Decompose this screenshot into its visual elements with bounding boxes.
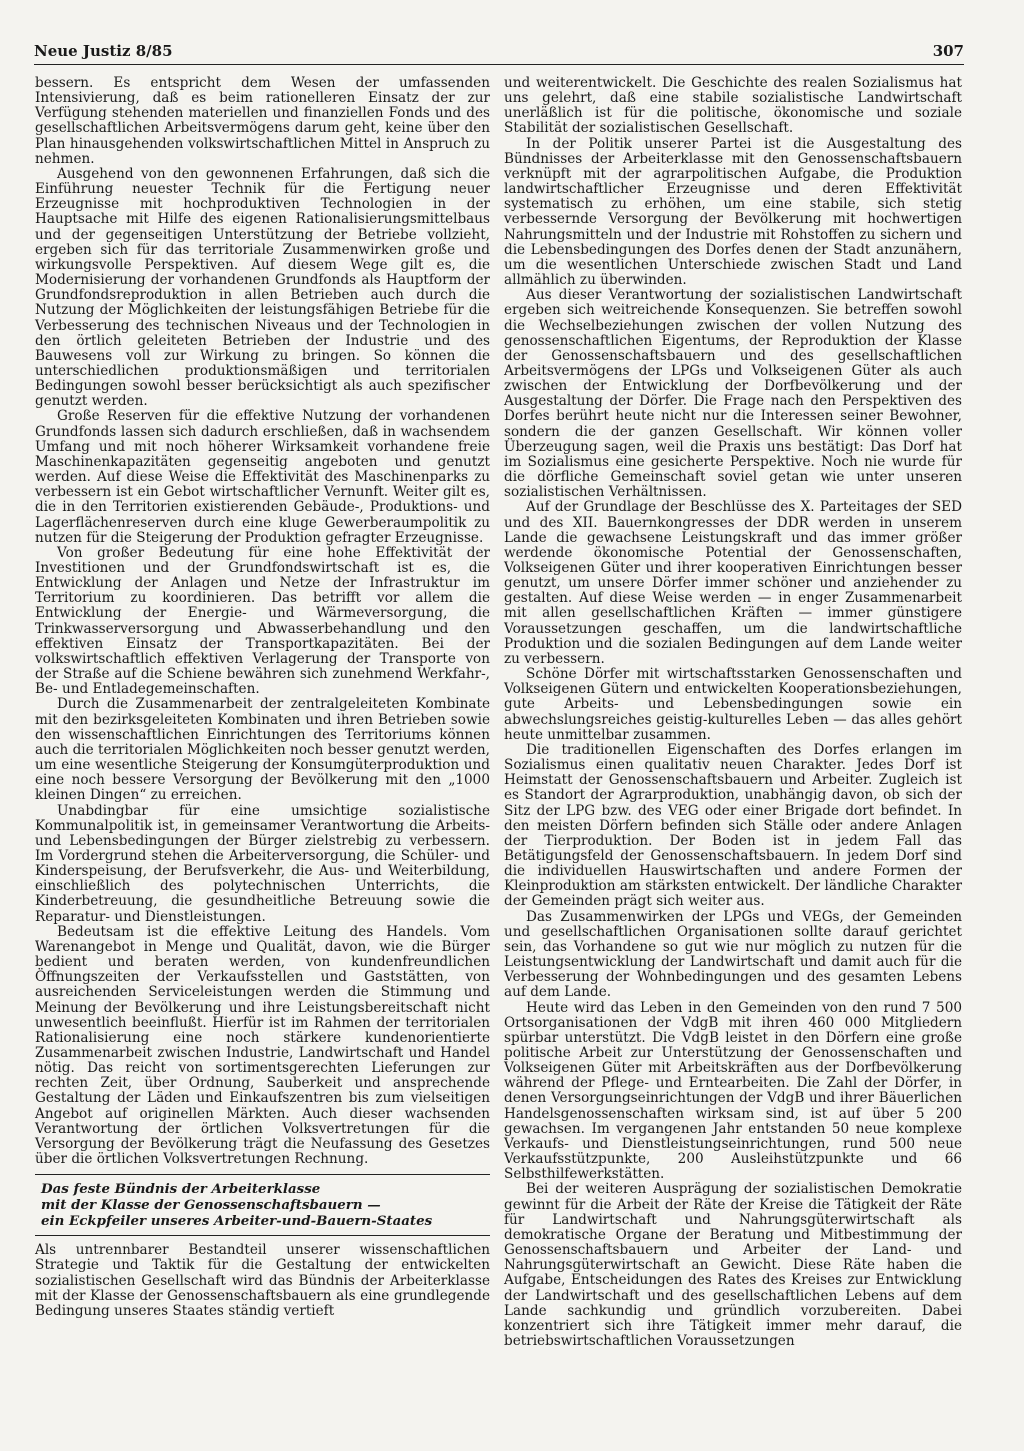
- right-column: [504, 76, 962, 1349]
- paragraph: Von großer Bedeutung für eine hohe Effektivität der Investitionen und der Grundfondswirtschaft ist es, die Entwicklung der Anlagen und Netze der Infrastruktur im Territorium zu koordinieren. Das betrifft vor allem die Entwicklung der Energie- und Wärmeversorgung, die Trinkwasserversorgung und Abwasserbehandlung und den effektiven Einsatz der Transportkapazitäten. Bei der volkswirtschaftlich effektiven Verlagerung der Transporte von der Straße auf die Schiene bewähren sich zunehmend Werkfahr-, Be- und Entladegemeinschaften.: [35, 544, 490, 698]
- left-column: [35, 76, 490, 1319]
- journal-issue: Neue Justiz 8/85: [34, 42, 173, 60]
- paragraph: bessern. Es entspricht dem Wesen der umfassenden Intensivierung, daß es beim rationelleren Einsatz der zur Verfügung stehenden materiellen und finanziellen Fonds und des gesellschaftlichen Arbeitsvermögens darum geht, keine über den Plan hinausgehenden volkswirtschaftlichen Mittel in Anspruch zu nehmen.: [35, 75, 490, 167]
- paragraph: Die traditionellen Eigenschaften des Dorfes erlangen im Sozialismus einen qualitativ neuen Charakter. Jedes Dorf ist Heimstatt der Genossenschaftsbauern und Arbeiter. Zugleich ist es Standort der Agrarproduktion, unabhängig davon, ob sich der Sitz der LPG bzw. des VEG oder einer Brigade dort befindet. In den meisten Dörfern befinden sich Ställe oder andere Anlagen der Tierproduktion. Der Boden ist in jedem Fall das Betätigungsfeld der Genossenschaftsbauern. In jedem Dorf sind die individuellen Hauswirtschaften und andere Formen der Kleinproduktion am stärksten entwickelt. Der ländliche Charakter der Gemeinden prägt sich weiter aus.: [504, 741, 962, 910]
- paragraph: Aus dieser Verantwortung der sozialistischen Landwirtschaft ergeben sich weitreichende Konsequenzen. Sie betreffen sowohl die Wechselbeziehungen zwischen der vollen Nutzung des genossenschaftlichen Eigentums, der Reproduktion der Klasse der Genossenschaftsbauern und des gesellschaftlichen Arbeitsvermögens der LPGs und Volkseigenen Güter als auch zwischen der Entwicklung der Dorfbevölkerung und der Ausgestaltung der Dörfer. Die Frage nach den Perspektiven des Dorfes berührt heute nicht nur die Interessen seiner Bewohner, sondern die der ganzen Gesellschaft. Wir können voller Überzeugung sagen, weil die Praxis uns bestätigt: Das Dorf hat im Sozialismus eine gesicherte Perspektive. Noch nie wurde für die dörfliche Gemeinschaft soviel getan wie unter unseren sozialistischen Verhältnissen.: [504, 287, 962, 501]
- paragraph: Bedeutsam ist die effektive Leitung des Handels. Vom Warenangebot in Menge und Qualität, davon, wie die Bürger bedient und beraten werden, von kundenfreundlichen Öffnungszeiten der Verkaufsstellen und Gaststätten, von ausreichenden Serviceleistungen werden die Stimmung und Meinung der Bevölkerung und ihre Leistungsbereitschaft nicht unwesentlich beeinflußt. Hierfür ist im Rahmen der territorialen Rationalisierung eine noch stärkere kundenorientierte Zusammenarbeit zwischen Industrie, Landwirtschaft und Handel nötig. Das reicht von sortimentsgerechten Lieferungen zur rechten Zeit, über Ordnung, Sauberkeit und ansprechende Gestaltung der Läden und Einkaufszentren bis zum vielseitigen Angebot auf originellen Märkten. Auch dieser wachsenden Verantwortung der örtlichen Volksvertretungen für die Versorgung der Bevölkerung trägt die Neufassung des Gesetzes über die örtlichen Volksvertretungen Rechnung.: [35, 923, 490, 1168]
- paragraph: Unabdingbar für eine umsichtige sozialistische Kommunalpolitik ist, in gemeinsamer Verantwortung die Arbeits- und Lebensbedingungen der Bürger zielstrebig zu verbessern. Im Vordergrund stehen die Arbeiterversorgung, die Schüler- und Kinderspeisung, der Berufsverkehr, die Aus- und Weiterbildung, einschließlich des polytechnischen Unterrichts, die Kinderbetreuung, die gesundheitliche Betreuung sowie die Reparatur- und Dienstleistungen.: [35, 802, 490, 925]
- paragraph: Auf der Grundlage der Beschlüsse des X. Parteitages der SED und des XII. Bauernkongresses der DDR werden in unserem Lande die gewachsene Leistungskraft und das immer größer werdende ökonomische Potential der Genossenschaften, Volkseigenen Güter und ihrer kooperativen Einrichtungen besser genutzt, um unsere Dörfer immer schöner und anziehender zu gestalten. Auf diese Weise werden — in enger Zusammenarbeit mit allen gesellschaftlichen Kräften — immer günstigere Voraussetzungen geschaffen, um die landwirtschaftliche Produktion und die sozialen Bedingungen auf dem Lande weiter zu verbessern.: [504, 499, 962, 667]
- paragraph: Schöne Dörfer mit wirtschaftsstarken Genossenschaften und Volkseigenen Gütern und entwickelten Kooperationsbeziehungen, gute Arbeits- und Lebensbedingungen sowie ein abwechslungsreiches geistig-kulturelles Leben — das alles gehört heute unmittelbar zusammen.: [504, 666, 962, 743]
- paragraph: Das Zusammenwirken der LPGs und VEGs, der Gemeinden und gesellschaftlichen Organisationen sollte darauf gerichtet sein, das Vorhandene so gut wie nur möglich zu nutzen für die Leistungsentwicklung der Landwirtschaft und damit auch für die Verbesserung der Wohnbedingungen und des gesamten Lebens auf dem Lande.: [504, 908, 962, 1001]
- running-header: [34, 38, 964, 65]
- paragraph: Große Reserven für die effektive Nutzung der vorhandenen Grundfonds lassen sich dadurch erschließen, daß in wachsendem Umfang und mit noch höherer Wirksamkeit vorhandene freie Maschinenkapazitäten gegenseitig angeboten und genutzt werden. Auf diese Weise die Effektivität des Maschinenparks zu verbessern ist ein Gebot wirtschaftlicher Vernunft. Weiter gilt es, die in den Territorien existierenden Gebäude-, Produktions- und Lagerflächenreserven durch eine kluge Gewerberaumpolitik zu nutzen für die Steigerung der Produktion gefragter Erzeugnisse.: [35, 408, 490, 546]
- paragraph: Als untrennbarer Bestandteil unserer wissenschaftlichen Strategie und Taktik für die Gestaltung der entwickelten sozialistischen Gesellschaft wird das Bündnis der Arbeiterklasse mit der Klasse der Genossenschaftsbauern als eine grundlegende Bedingung unseres Staates ständig vertieft: [35, 1242, 490, 1319]
- paragraph: Bei der weiteren Ausprägung der sozialistischen Demokratie gewinnt für die Arbeit der Räte der Kreise die Tätigkeit der Räte für Landwirtschaft und Nahrungsgüterwirtschaft als demokratische Organe der Beratung und Mitbestimmung der Genossenschaftsbauern und Arbeiter der Land- und Nahrungsgüterwirtschaft an Gewicht. Diese Räte haben die Aufgabe, Entscheidungen des Rates des Kreises zur Entwicklung der Landwirtschaft und des gesellschaftlichen Lebens auf dem Lande sachkundig und gründlich vorzubereiten. Dabei konzentriert sich ihre Tätigkeit immer mehr darauf, die betriebswirtschaftlichen Voraussetzungen: [504, 1181, 962, 1349]
- paragraph: Heute wird das Leben in den Gemeinden von den rund 7 500 Ortsorganisationen der VdgB mit ihren 460 000 Mitgliedern spürbar unterstützt. Die VdgB leistet in den Dörfern eine große politische Arbeit zur Unterstützung der Genossenschaften und Volkseigenen Güter mit Arbeitskräften aus der Dorfbevölkerung während der Pflege- und Erntearbeiten. Die Zahl der Dörfer, in denen Versorgungseinrichtungen der VdgB und ihrer Bäuerlichen Handelsgenossenschaften wirksam sind, ist auf über 5 200 gewachsen. Im vergangenen Jahr entstanden 50 neue komplexe Verkaufs- und Dienstleistungseinrichtungen, rund 500 neue Verkaufsstützpunkte, 200 Ausleihstützpunkte und 66 Selbsthilfewerkstätten.: [504, 999, 962, 1183]
- paragraph: Durch die Zusammenarbeit der zentralgeleiteten Kombinate mit den bezirksgeleiteten Kombinaten und ihren Betrieben sowie den wissenschaftlichen Einrichtungen des Territoriums können auch die territorialen Möglichkeiten noch besser genutzt werden, um eine wesentliche Steigerung der Konsumgüterproduktion und eine noch bessere Versorgung der Bevölkerung mit den „1000 kleinen Dingen“ zu erreichen.: [35, 696, 490, 804]
- page-number: 307: [932, 42, 964, 60]
- paragraph: und weiterentwickelt. Die Geschichte des realen Sozialismus hat uns gelehrt, daß eine stabile sozialistische Landwirtschaft unerläßlich ist für die politische, ökonomische und soziale Stabilität der sozialistischen Gesellschaft.: [504, 75, 962, 137]
- section-heading-line: Das feste Bündnis der Arbeiterklasse: [41, 1181, 321, 1198]
- section-heading-box: [35, 1174, 490, 1236]
- section-heading-line: mit der Klasse der Genossenschaftsbauern —: [41, 1197, 381, 1214]
- paragraph: Ausgehend von den gewonnenen Erfahrungen, daß sich die Einführung neuester Technik für die Fertigung neuer Erzeugnisse mit hochproduktiven Technologien in der Hauptsache mit Hilfe des eigenen Rationalisierungsmittelbaus und der gegenseitigen Unterstützung der Betriebe vollzieht, ergeben sich für das territoriale Zusammenwirken große und wirkungsvolle Perspektiven. Auf diesem Wege gilt es, die Modernisierung der vorhandenen Grundfonds als Hauptform der Grundfondsreproduktion in allen Betrieben auch durch die Nutzung der Möglichkeiten der leistungsfähigen Betriebe für die Verbesserung des technischen Niveaus und der Technologien in den örtlich geleiteten Betrieben der Industrie und des Bauwesens voll zur Wirkung zu bringen. So können die unterschiedlichen produktionsmäßigen und territorialen Bedingungen sowohl besser berücksichtigt als auch spezifischer genutzt werden.: [35, 165, 490, 410]
- paragraph: In der Politik unserer Partei ist die Ausgestaltung des Bündnisses der Arbeiterklasse mit den Genossenschaftsbauern verknüpft mit der agrarpolitischen Aufgabe, die Produktion landwirtschaftlicher Erzeugnisse und deren Effektivität systematisch zu erhöhen, um eine stabile, sich stetig verbessernde Versorgung der Bevölkerung mit hochwertigen Nahrungsmitteln und der Industrie mit Rohstoffen zu sichern und die Lebensbedingungen des Dorfes denen der Stadt anzunähern, um die wesentlichen Unterschiede zwischen Stadt und Land allmählich zu überwinden.: [504, 135, 962, 289]
- section-heading-line: ein Eckpfeiler unseres Arbeiter-und-Bauern-Staates: [41, 1213, 433, 1230]
